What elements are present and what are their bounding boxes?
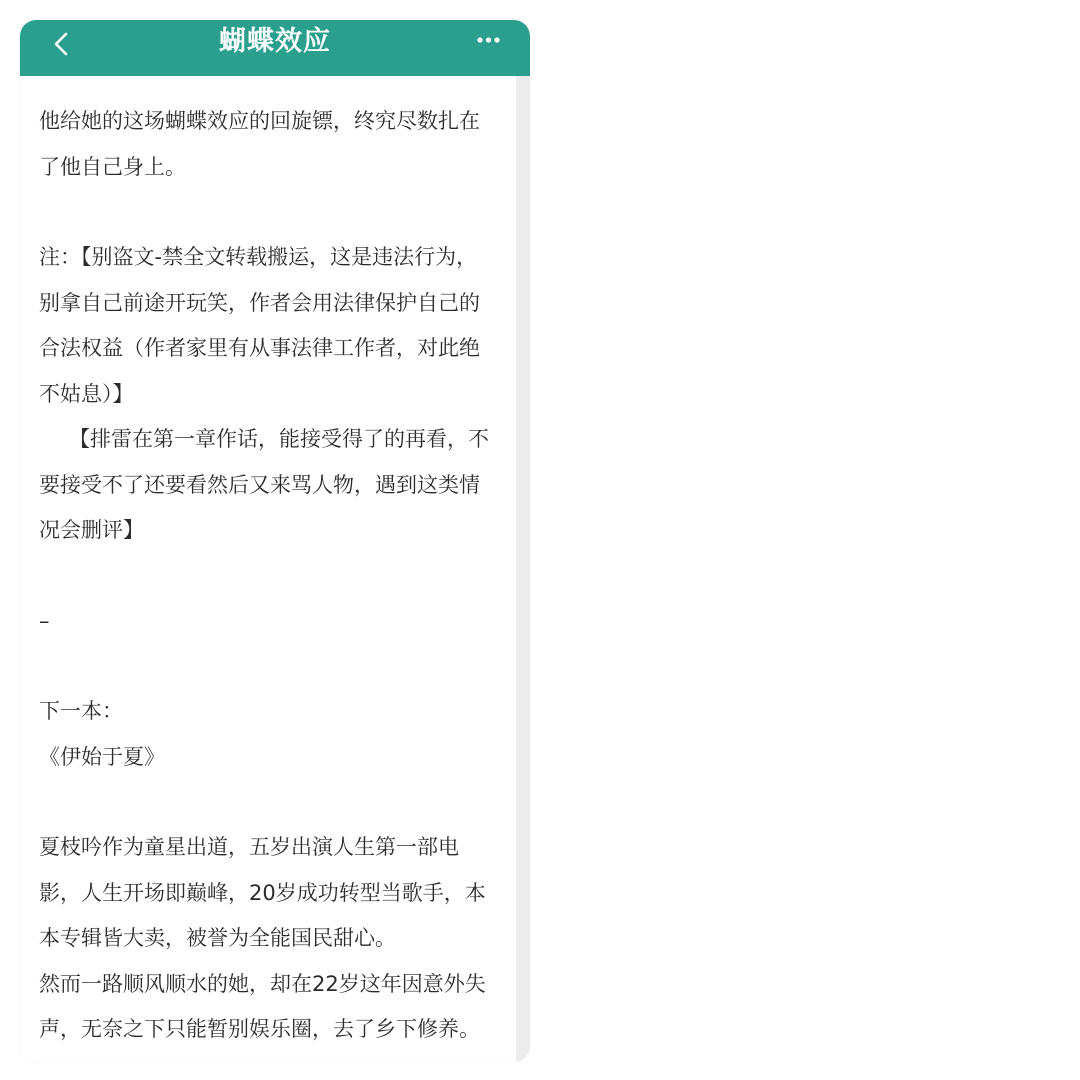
chapter-content[interactable] <box>20 76 516 1062</box>
more-options-button[interactable] <box>470 32 510 56</box>
paragraph: 然而一路顺风顺水的她，却在22岁这年因意外失声，无奈之下只能暂别娱乐圈，去了乡下修养。 <box>39 971 486 1041</box>
paragraph: – <box>39 608 50 633</box>
paragraph: 【排雷在第一章作话，能接受得了的再看，不要接受不了还要看然后又来骂人物，遇到这类情况会删评】 <box>39 427 489 542</box>
scrollbar[interactable] <box>516 76 530 1062</box>
top-app-bar <box>20 20 530 76</box>
page-title: 蝴蝶效应 <box>219 26 331 57</box>
paragraph: 夏枝吟作为童星出道，五岁出演人生第一部电影，人生开场即巅峰，20岁成功转型当歌手，本本专辑皆大卖，被誉为全能国民甜心。 <box>39 835 486 950</box>
paragraph: 注：【别盗文-禁全文转载搬运，这是违法行为，别拿自己前途开玩笑，作者会用法律保护自己的合法权益（作者家里有从事法律工作者，对此绝不姑息）】 <box>39 245 480 406</box>
phone-screen <box>20 20 530 1062</box>
paragraph: 下一本： <box>39 699 123 723</box>
paragraph: 《伊始于夏》 <box>39 744 165 769</box>
paragraph: 他给她的这场蝴蝶效应的回旋镖，终究尽数扎在了他自己身上。 <box>39 109 480 179</box>
more-dots-icon <box>470 32 510 56</box>
